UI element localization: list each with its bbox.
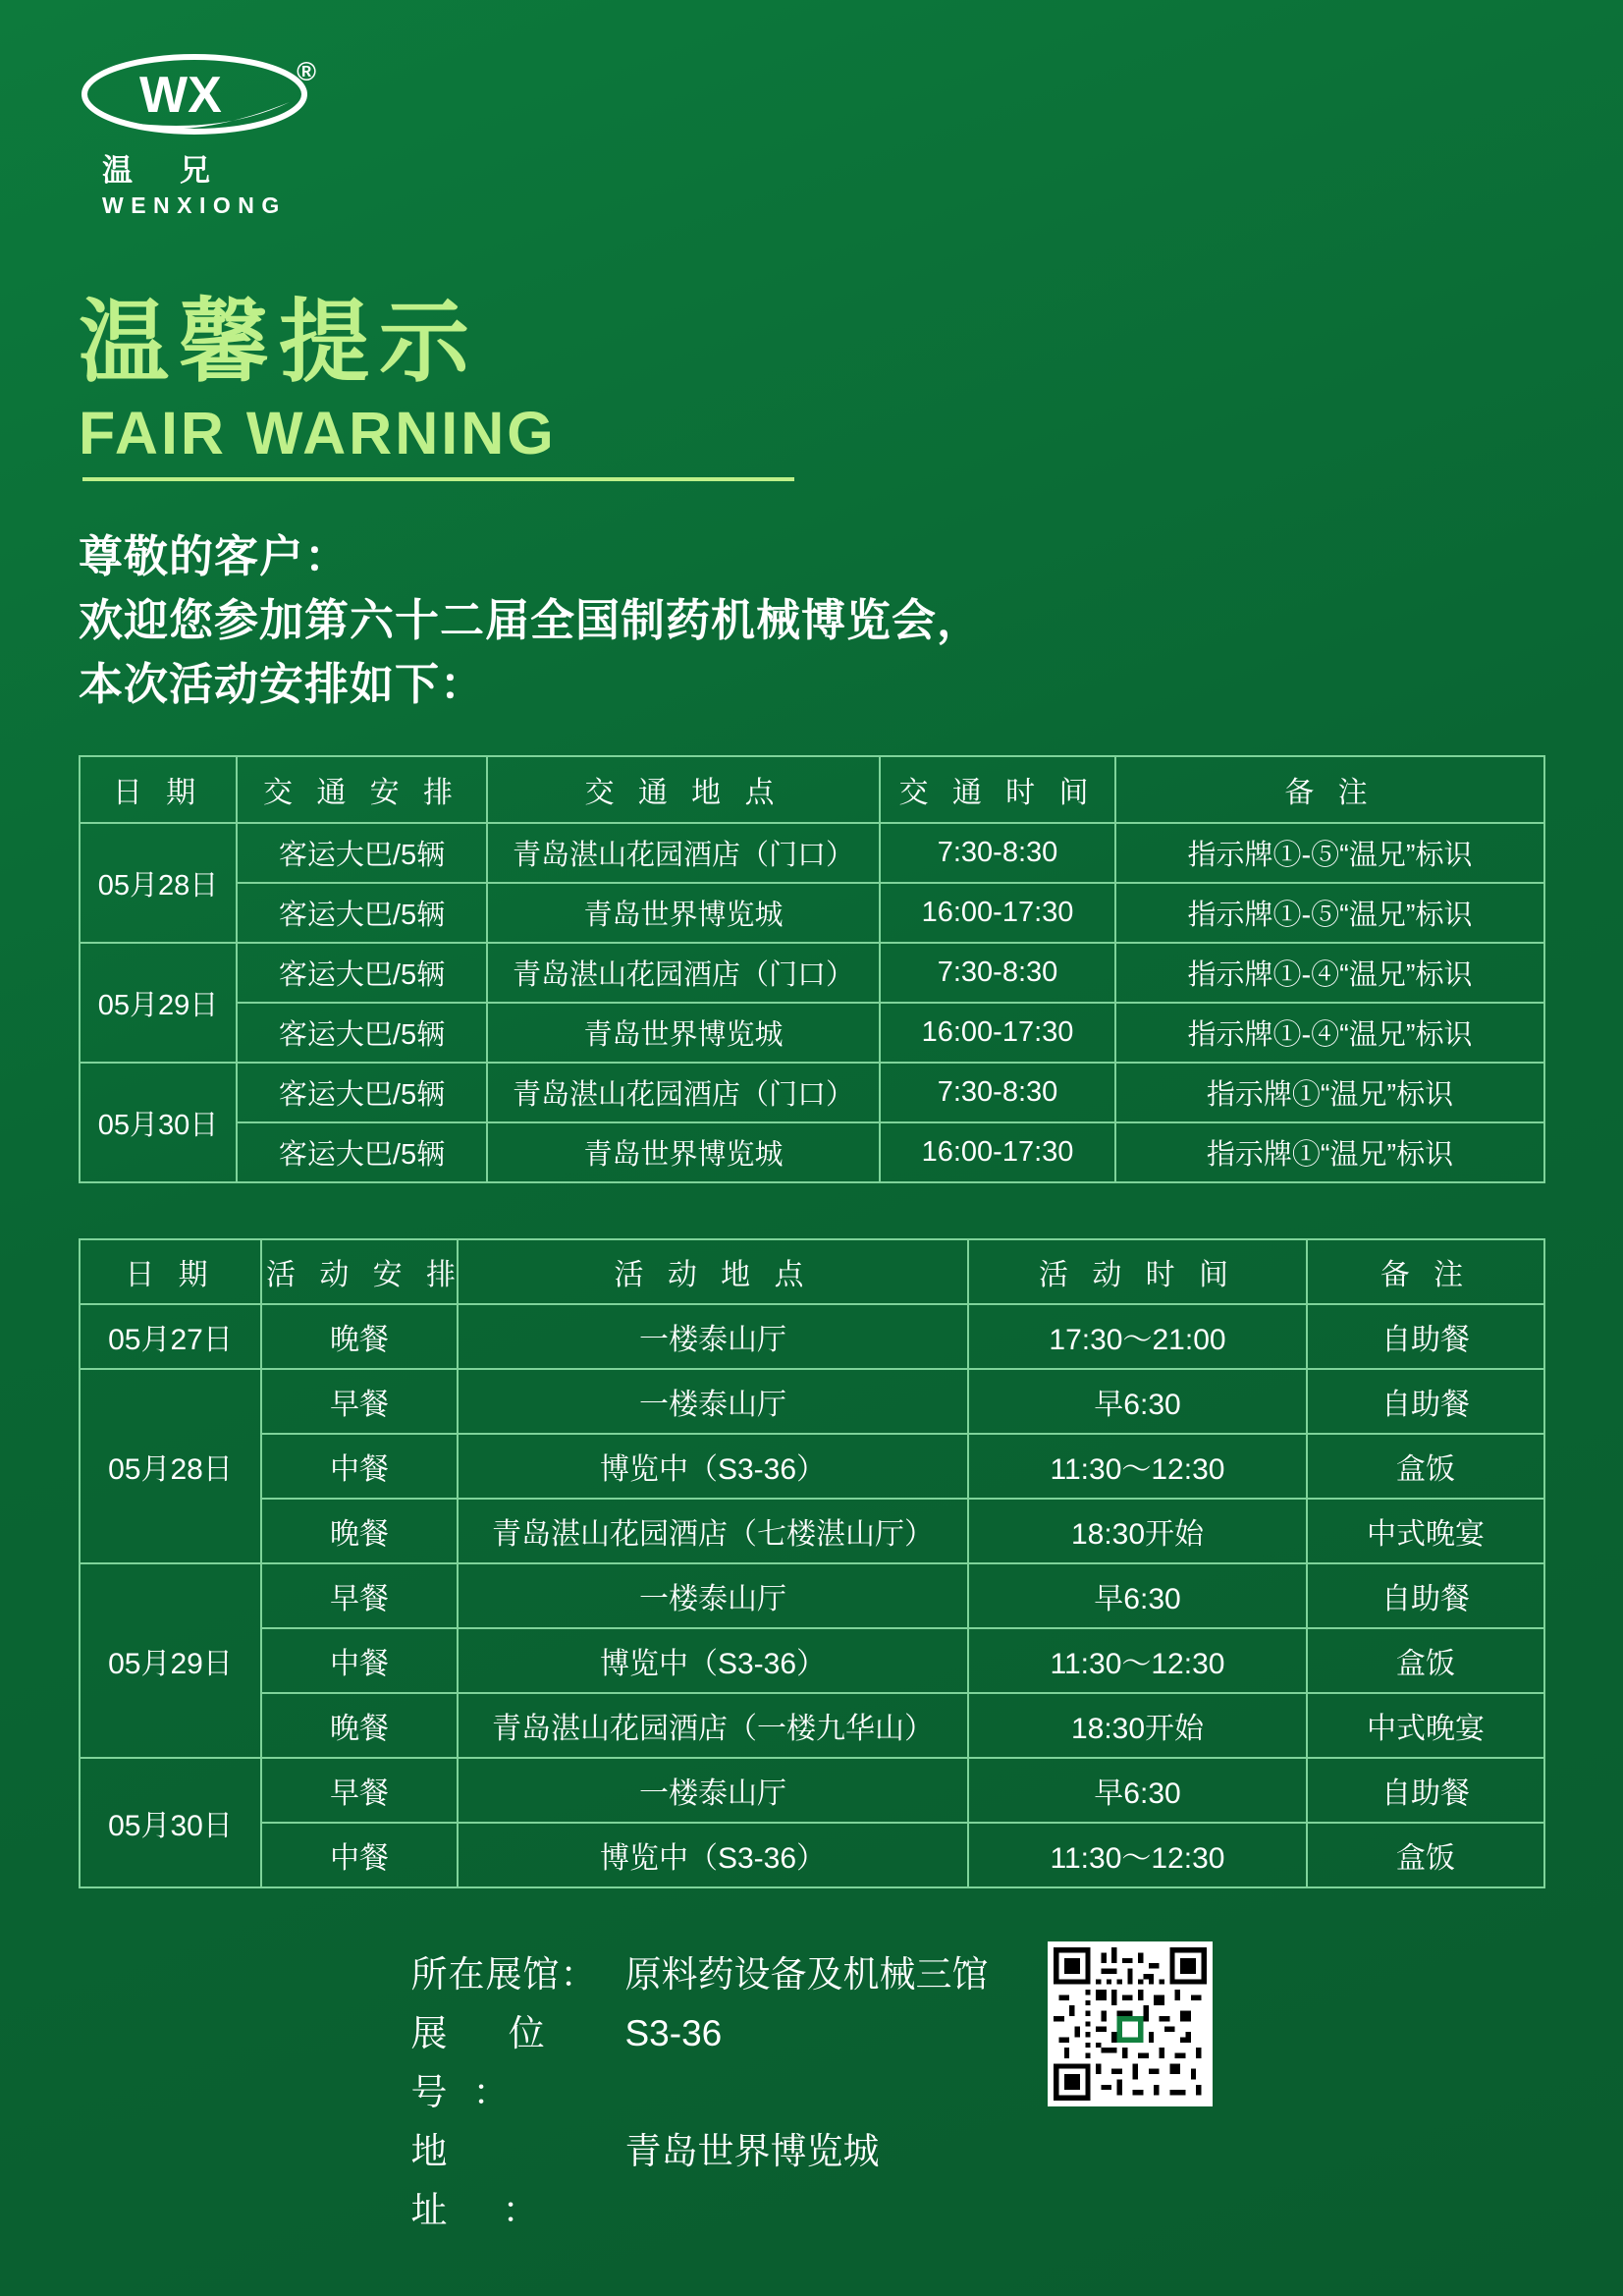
cell-time: 11:30～12:30: [968, 1823, 1307, 1887]
footer-booth-value: S3-36: [624, 2013, 723, 2054]
cell-arrangement: 晚餐: [261, 1304, 458, 1369]
cell-time: 16:00-17:30: [880, 1003, 1115, 1063]
title-en: FAIR WARNING: [79, 399, 557, 466]
cell-time: 7:30-8:30: [880, 1063, 1115, 1122]
cell-arrangement: 客运大巴/5辆: [237, 1003, 487, 1063]
table-row: [80, 1499, 1544, 1563]
cell-arrangement: 晚餐: [261, 1499, 458, 1563]
table-row: [80, 1758, 1544, 1823]
table-row: [80, 1434, 1544, 1499]
cell-place: 一楼泰山厅: [458, 1304, 968, 1369]
cell-time: 早6:30: [968, 1758, 1307, 1823]
table-row: [80, 1003, 1544, 1063]
activity-table: [79, 1238, 1545, 1888]
footer-booth-row: [411, 2004, 989, 2122]
cell-time: 18:30开始: [968, 1693, 1307, 1758]
cell-place: 青岛湛山花园酒店（门口）: [487, 943, 880, 1003]
title-cn: 温馨提示: [79, 293, 480, 393]
cell-remark: 盒饭: [1307, 1823, 1544, 1887]
cell-place: 博览中（S3-36）: [458, 1434, 968, 1499]
cell-remark: 指示牌①“温兄”标识: [1115, 1122, 1544, 1182]
cell-arrangement: 中餐: [261, 1823, 458, 1887]
cell-time: 18:30开始: [968, 1499, 1307, 1563]
footer-address-value: 青岛世界博览城: [624, 2131, 880, 2172]
cell-remark: 自助餐: [1307, 1369, 1544, 1434]
cell-place: 青岛湛山花园酒店（一楼九华山）: [458, 1693, 968, 1758]
footer-hall-row: [411, 1945, 989, 2004]
page-title: [79, 293, 1544, 481]
cell-remark: 中式晚宴: [1307, 1693, 1544, 1758]
cell-date: 05月28日: [80, 823, 237, 943]
cell-remark: 指示牌①“温兄”标识: [1115, 1063, 1544, 1122]
cell-time: 7:30-8:30: [880, 943, 1115, 1003]
column-header-remark: 备 注: [1307, 1239, 1544, 1304]
cell-remark: 指示牌①-④“温兄”标识: [1115, 1003, 1544, 1063]
cell-arrangement: 中餐: [261, 1434, 458, 1499]
footer-booth-label: 展 位 号：: [410, 2013, 570, 2113]
cell-date: 05月28日: [80, 1369, 261, 1563]
cell-place: 一楼泰山厅: [458, 1563, 968, 1628]
table-row: [80, 823, 1544, 883]
cell-remark: 指示牌①-⑤“温兄”标识: [1115, 883, 1544, 943]
cell-arrangement: 客运大巴/5辆: [237, 1063, 487, 1122]
cell-place: 青岛世界博览城: [487, 1003, 880, 1063]
cell-remark: 指示牌①-④“温兄”标识: [1115, 943, 1544, 1003]
cell-arrangement: 早餐: [261, 1563, 458, 1628]
column-header-place: 交 通 地 点: [487, 756, 880, 823]
column-header-place: 活 动 地 点: [458, 1239, 968, 1304]
cell-time: 11:30～12:30: [968, 1628, 1307, 1693]
cell-remark: 中式晚宴: [1307, 1499, 1544, 1563]
footer-hall-label: 所在展馆：: [410, 1954, 598, 1995]
table-row: [80, 943, 1544, 1003]
table-row: [80, 1693, 1544, 1758]
cell-remark: 自助餐: [1307, 1563, 1544, 1628]
cell-remark: 自助餐: [1307, 1304, 1544, 1369]
salutation-line-2: 欢迎您参加第六十二届全国制药机械博览会，: [79, 594, 983, 645]
cell-arrangement: 中餐: [261, 1628, 458, 1693]
cell-remark: 自助餐: [1307, 1758, 1544, 1823]
cell-time: 早6:30: [968, 1563, 1307, 1628]
cell-arrangement: 客运大巴/5辆: [237, 943, 487, 1003]
column-header-time: 活 动 时 间: [968, 1239, 1307, 1304]
title-divider: [82, 477, 794, 481]
table-row: [80, 1823, 1544, 1887]
cell-time: 16:00-17:30: [880, 883, 1115, 943]
svg-text:WX: WX: [139, 67, 222, 124]
column-header-arrangement: 活 动 安 排: [261, 1239, 458, 1304]
brand-name-cn: 温兄: [102, 153, 257, 188]
cell-place: 青岛湛山花园酒店（七楼湛山厅）: [458, 1499, 968, 1563]
table-row: [80, 1563, 1544, 1628]
cell-remark: 盒饭: [1307, 1628, 1544, 1693]
cell-time: 16:00-17:30: [880, 1122, 1115, 1182]
table-row: [80, 1063, 1544, 1122]
table-row: [80, 883, 1544, 943]
salutation-line-3: 本次活动安排如下：: [79, 659, 486, 710]
cell-arrangement: 客运大巴/5辆: [237, 1122, 487, 1182]
cell-arrangement: 客运大巴/5辆: [237, 823, 487, 883]
cell-date: 05月27日: [80, 1304, 261, 1369]
cell-place: 青岛世界博览城: [487, 1122, 880, 1182]
salutation-line-1: 尊敬的客户：: [79, 530, 351, 581]
cell-arrangement: 客运大巴/5辆: [237, 883, 487, 943]
qr-code[interactable]: [1048, 1941, 1213, 2106]
cell-time: 17:30～21:00: [968, 1304, 1307, 1369]
cell-place: 博览中（S3-36）: [458, 1823, 968, 1887]
cell-remark: 盒饭: [1307, 1434, 1544, 1499]
cell-time: 11:30～12:30: [968, 1434, 1307, 1499]
column-header-time: 交 通 时 间: [880, 756, 1115, 823]
table-row: [80, 1304, 1544, 1369]
column-header-date: 日 期: [80, 1239, 261, 1304]
cell-place: 一楼泰山厅: [458, 1369, 968, 1434]
footer-address-row: [411, 2122, 989, 2240]
registered-trademark-icon: ®: [297, 57, 316, 86]
cell-place: 青岛世界博览城: [487, 883, 880, 943]
brand-logo: [79, 0, 373, 219]
cell-remark: 指示牌①-⑤“温兄”标识: [1115, 823, 1544, 883]
table-header-row: [80, 1239, 1544, 1304]
cell-place: 青岛湛山花园酒店（门口）: [487, 1063, 880, 1122]
table-header-row: [80, 756, 1544, 823]
cell-time: 早6:30: [968, 1369, 1307, 1434]
footer-hall-value: 原料药设备及机械三馆: [624, 1954, 989, 1995]
cell-place: 一楼泰山厅: [458, 1758, 968, 1823]
footer: [79, 1941, 1544, 2240]
cell-arrangement: 早餐: [261, 1369, 458, 1434]
logo-mark-icon: [79, 51, 324, 141]
cell-date: 05月30日: [80, 1758, 261, 1887]
cell-date: 05月29日: [80, 943, 237, 1063]
table-row: [80, 1122, 1544, 1182]
cell-arrangement: 晚餐: [261, 1693, 458, 1758]
cell-date: 05月29日: [80, 1563, 261, 1758]
column-header-arrangement: 交 通 安 排: [237, 756, 487, 823]
cell-time: 7:30-8:30: [880, 823, 1115, 883]
cell-date: 05月30日: [80, 1063, 237, 1182]
cell-arrangement: 早餐: [261, 1758, 458, 1823]
transport-table: [79, 755, 1545, 1183]
column-header-remark: 备 注: [1115, 756, 1544, 823]
table-row: [80, 1369, 1544, 1434]
column-header-date: 日 期: [80, 756, 237, 823]
footer-info: [411, 1941, 989, 2240]
footer-address-label: 地 址：: [410, 2131, 594, 2231]
cell-place: 博览中（S3-36）: [458, 1628, 968, 1693]
salutation: [79, 524, 1544, 717]
table-row: [80, 1628, 1544, 1693]
brand-name-en: WENXIONG: [102, 192, 287, 218]
cell-place: 青岛湛山花园酒店（门口）: [487, 823, 880, 883]
